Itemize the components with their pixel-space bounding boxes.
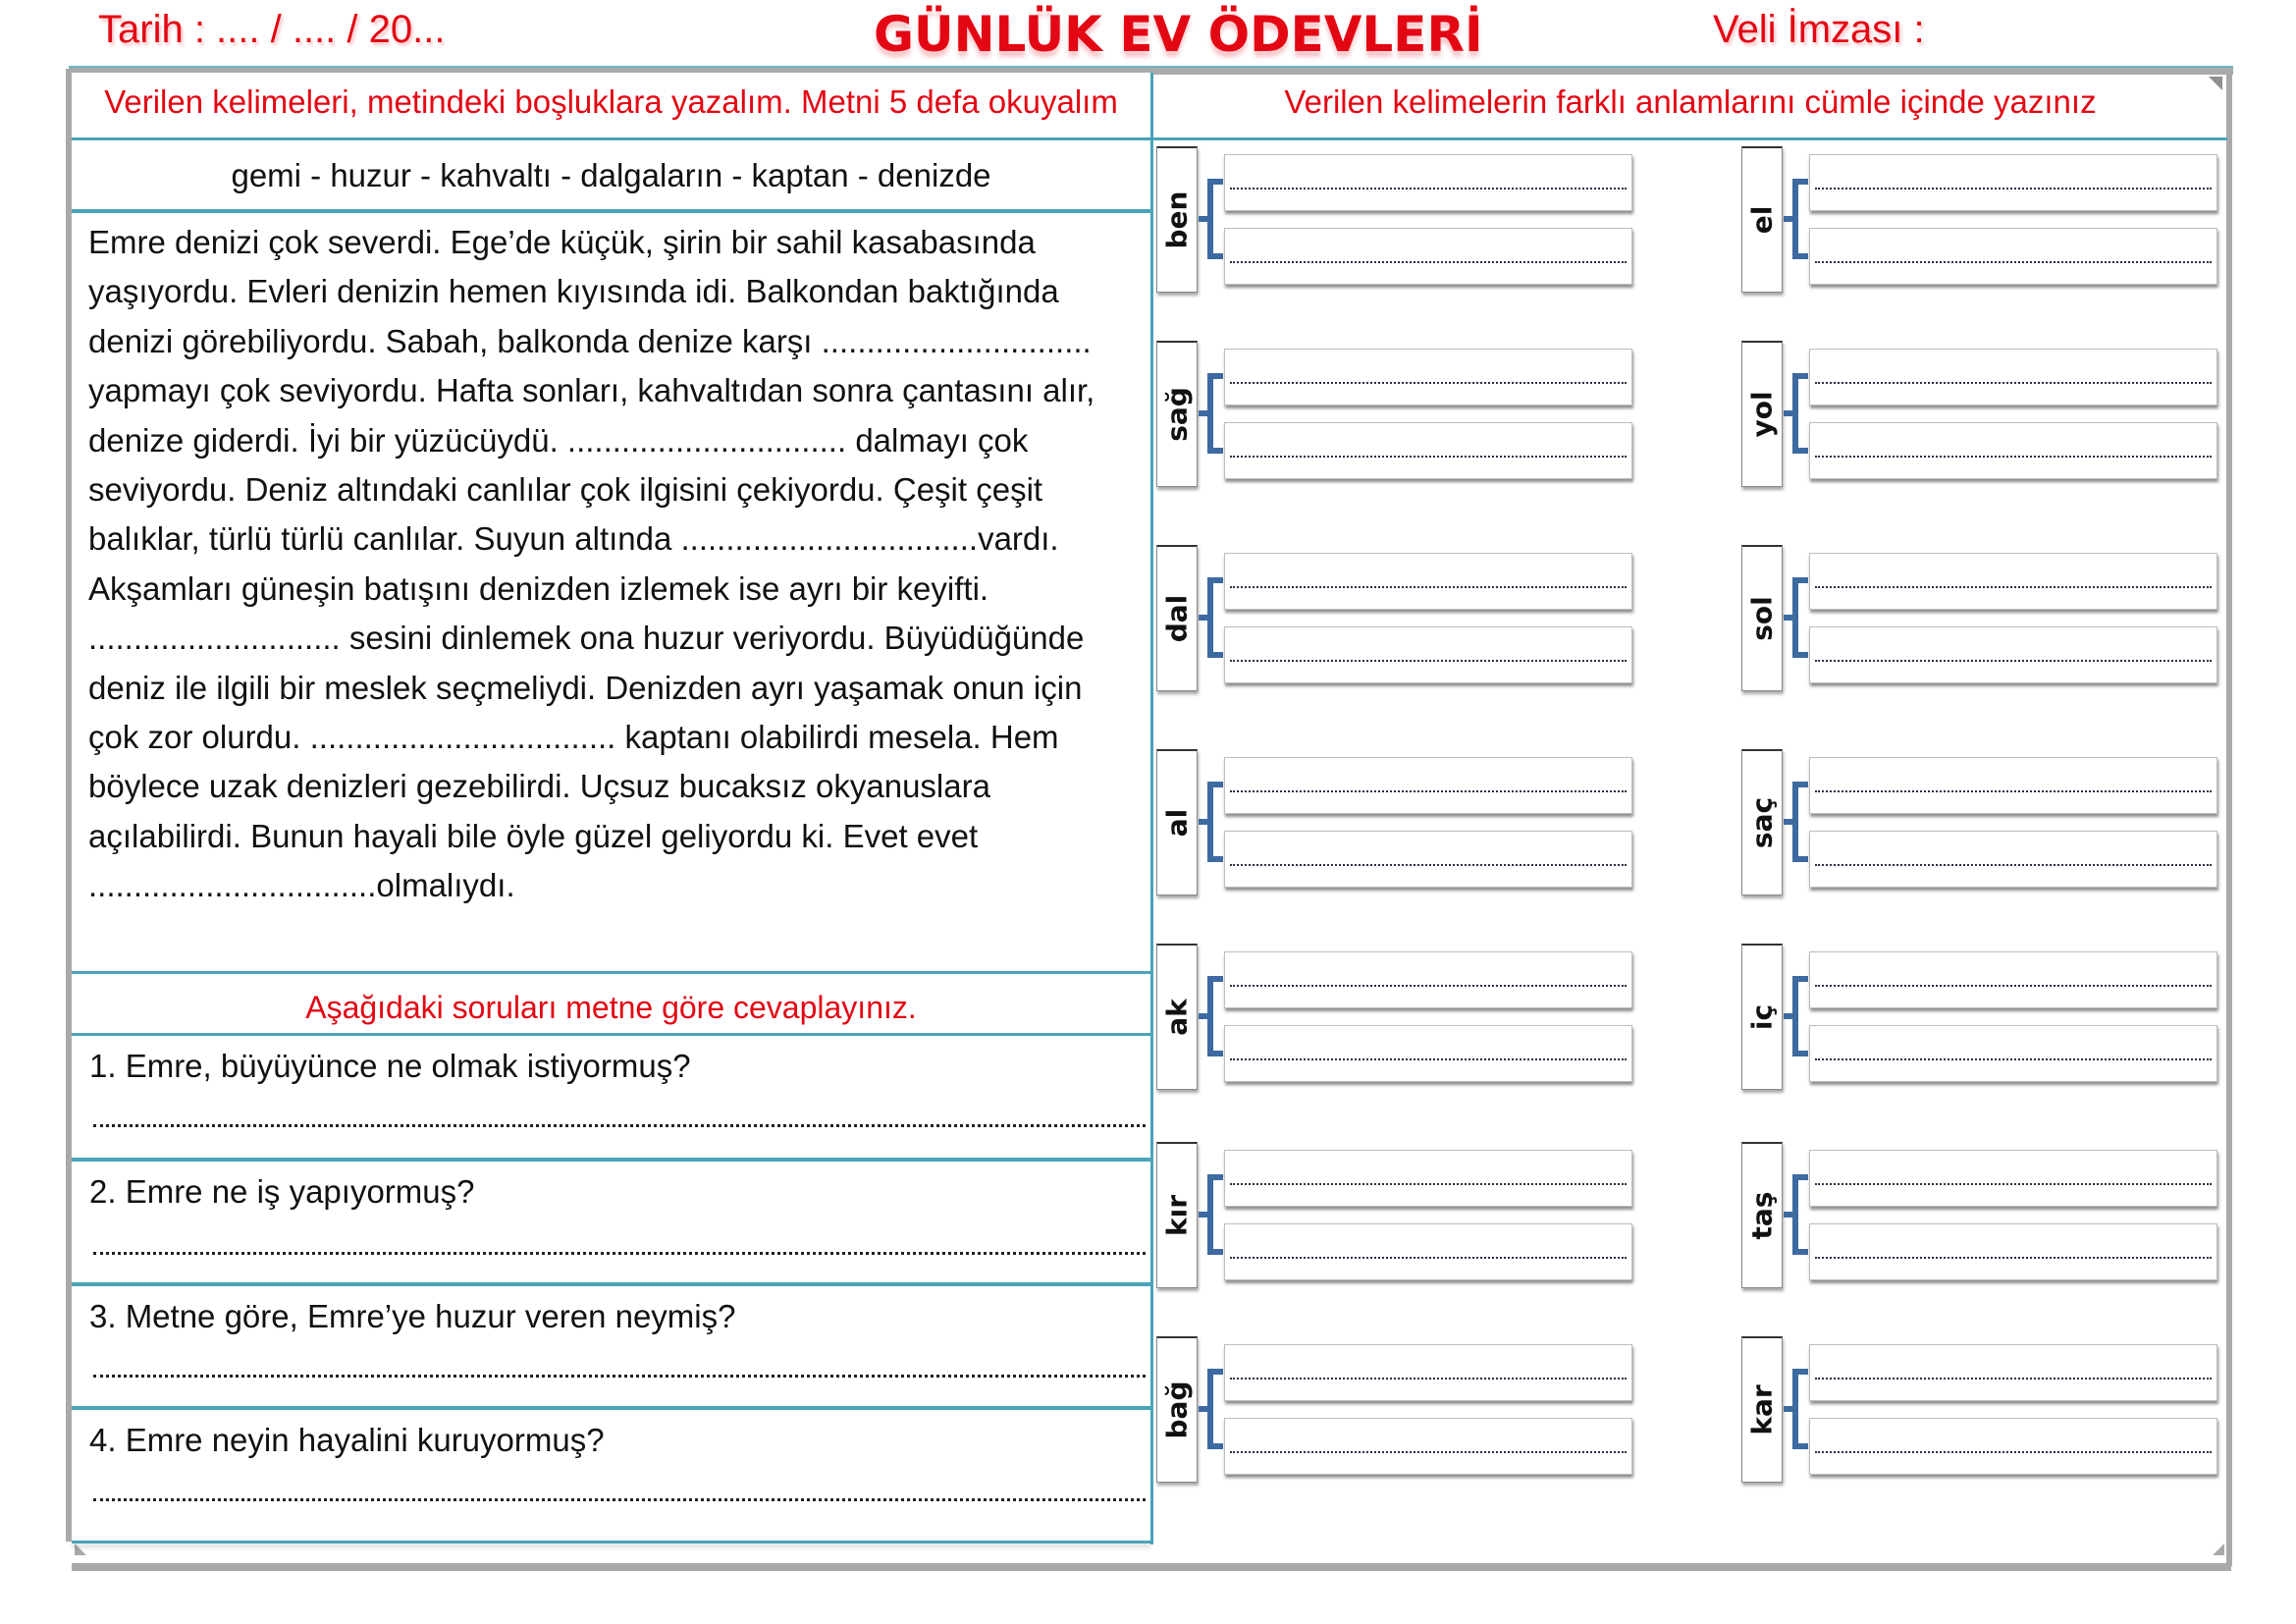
sentence-answer-box[interactable] <box>1224 757 1632 814</box>
questions-heading: Aşağıdaki soruları metne göre cevaplayınız. <box>305 990 917 1025</box>
answer-line <box>1230 261 1627 263</box>
word-label <box>1156 944 1198 1090</box>
word-item <box>1156 146 1637 294</box>
passage-line: ............................ sesini dinlemek ona huzur veriyordu. Büyüdüğünde <box>88 620 1085 657</box>
word-label <box>1156 545 1198 691</box>
bracket-icon <box>1207 1051 1223 1056</box>
word-item <box>1156 1142 1637 1289</box>
bracket-icon <box>1792 782 1808 787</box>
passage-line: Akşamları güneşin batışını denizden izlemek ise ayrı bir keyifti. <box>88 569 989 607</box>
answer-line <box>1230 1378 1627 1380</box>
word-text: yol <box>1745 391 1779 438</box>
sentence-answer-box[interactable] <box>1809 831 2217 888</box>
bracket-icon <box>1207 1249 1223 1255</box>
sentence-answer-box[interactable] <box>1809 626 2217 683</box>
answer-line[interactable] <box>93 1124 1146 1127</box>
bracket-icon <box>1207 782 1213 862</box>
answer-line <box>1230 1451 1627 1453</box>
word-text: ak <box>1160 999 1194 1036</box>
question-text: 4. Emre neyin hayalini kuruyormuş? <box>89 1422 605 1458</box>
sentence-answer-box[interactable] <box>1224 1150 1632 1207</box>
bracket-icon <box>1207 1369 1213 1449</box>
corner-handle-icon <box>75 1543 86 1555</box>
word-label <box>1741 341 1783 487</box>
word-text: al <box>1160 808 1194 838</box>
bracket-icon <box>1792 856 1808 862</box>
answer-line <box>1230 985 1627 987</box>
word-item <box>1741 1142 2222 1289</box>
word-text: kar <box>1745 1384 1779 1435</box>
word-text: dal <box>1160 594 1194 643</box>
answer-line <box>1815 1257 2212 1259</box>
word-text: iç <box>1745 1003 1779 1031</box>
page-title: GÜNLÜK EV ÖDEVLERİ <box>874 6 1483 63</box>
word-label <box>1156 341 1198 487</box>
passage-line: denize giderdi. İyi bir yüzücüydü. ............................... dalmayı çok <box>88 421 1029 459</box>
question-item <box>72 1286 1150 1408</box>
sentence-answer-box[interactable] <box>1224 1223 1632 1280</box>
divider <box>72 971 1150 974</box>
word-item <box>1741 1336 2222 1484</box>
bracket-icon <box>1792 1369 1808 1375</box>
word-label <box>1156 146 1198 293</box>
bracket-icon <box>1207 782 1223 787</box>
bracket-icon <box>1207 373 1223 379</box>
sentence-answer-box[interactable] <box>1809 1344 2217 1401</box>
answer-line[interactable] <box>93 1375 1146 1378</box>
word-label <box>1741 1336 1783 1483</box>
frame-right-border <box>2226 69 2232 1566</box>
bracket-icon <box>1792 1369 1798 1449</box>
passage-line: çok zor olurdu. .................................. kaptanı olabilirdi mesela. Hem <box>88 718 1059 755</box>
sentence-answer-box[interactable] <box>1224 1344 1632 1401</box>
sentence-answer-box[interactable] <box>1809 349 2217 406</box>
bracket-icon <box>1792 1443 1808 1449</box>
sentence-answer-box[interactable] <box>1224 1025 1632 1082</box>
word-label <box>1156 1336 1198 1483</box>
answer-line <box>1815 456 2212 458</box>
answer-line[interactable] <box>93 1252 1146 1255</box>
word-item <box>1156 341 1637 488</box>
bracket-icon <box>1207 373 1213 454</box>
sentence-answer-box[interactable] <box>1224 422 1632 479</box>
reading-passage <box>88 218 1144 910</box>
bracket-icon <box>1207 856 1223 862</box>
bracket-icon <box>1792 1174 1808 1180</box>
word-item <box>1156 1336 1637 1484</box>
word-item <box>1741 146 2222 294</box>
bracket-icon <box>1792 976 1798 1056</box>
bracket-icon <box>1207 577 1213 658</box>
sentence-answer-box[interactable] <box>1809 1150 2217 1207</box>
question-item <box>72 1410 1150 1542</box>
passage-line: böylece uzak denizleri gezebilirdi. Uçsuz bucaksız okyanuslara <box>88 768 990 805</box>
word-item <box>1156 749 1637 896</box>
word-label <box>1741 944 1783 1090</box>
word-text: sol <box>1745 596 1779 641</box>
word-label <box>1741 146 1783 293</box>
bracket-icon <box>1792 448 1808 454</box>
sentence-answer-box[interactable] <box>1809 757 2217 814</box>
answer-line <box>1230 1183 1627 1185</box>
passage-line: Emre denizi çok severdi. Ege’de küçük, şirin bir sahil kasabasında <box>88 224 1036 260</box>
word-label <box>1156 749 1198 895</box>
word-label <box>1741 545 1783 691</box>
passage-line: balıklar, türlü türlü canlılar. Suyun altında .................................vardı. <box>88 520 1059 558</box>
answer-line <box>1230 790 1627 792</box>
answer-line <box>1230 864 1627 866</box>
answer-line <box>1815 261 2212 263</box>
answer-line <box>1815 382 2212 384</box>
date-field[interactable]: Tarih : .... / .... / 20... <box>98 8 446 51</box>
question-text: 3. Metne göre, Emre’ye huzur veren neymiş? <box>89 1298 736 1334</box>
sentence-answer-box[interactable] <box>1809 553 2217 610</box>
passage-line: denizi görebiliyordu. Sabah, balkonda denize karşı .............................. <box>88 322 1092 359</box>
answer-line <box>1815 586 2212 588</box>
answer-line <box>1815 864 2212 866</box>
answer-line <box>1230 1058 1627 1060</box>
passage-line: açılabilirdi. Bunun hayali bile öyle güzel geliyordu ki. Evet evet <box>88 817 979 854</box>
answer-line <box>1815 188 2212 189</box>
answer-line <box>1230 1257 1627 1259</box>
passage-line: ................................olmalıydı. <box>88 867 515 904</box>
word-bank: gemi - huzur - kahvaltı - dalgaların - kaptan - denizde <box>231 157 991 193</box>
bracket-icon <box>1207 1369 1223 1375</box>
answer-line <box>1230 382 1627 384</box>
passage-line: yapmayı çok seviyordu. Hafta sonları, kahvaltıdan sonra çantasını alır, <box>88 372 1095 409</box>
sentence-answer-box[interactable] <box>1224 831 1632 888</box>
bracket-icon <box>1207 976 1213 1056</box>
sentence-answer-box[interactable] <box>1224 553 1632 610</box>
question-item <box>72 1162 1150 1283</box>
sentence-answer-box[interactable] <box>1224 349 1632 406</box>
bracket-icon <box>1207 1174 1223 1180</box>
divider <box>1150 137 2227 140</box>
bracket-icon <box>1207 1443 1223 1449</box>
bracket-icon <box>1792 652 1808 658</box>
word-item <box>1156 545 1637 692</box>
sentence-answer-box[interactable] <box>1809 228 2217 285</box>
column-divider <box>1150 73 1153 1544</box>
bracket-icon <box>1792 179 1808 185</box>
frame-bottom-border <box>72 1563 2231 1571</box>
bracket-icon <box>1207 448 1223 454</box>
bracket-icon <box>1792 373 1798 454</box>
bracket-icon <box>1207 577 1223 583</box>
sentence-answer-box[interactable] <box>1809 1223 2217 1280</box>
word-label <box>1156 1142 1198 1288</box>
answer-line <box>1815 790 2212 792</box>
word-item <box>1741 749 2222 896</box>
sentence-answer-box[interactable] <box>1224 951 1632 1008</box>
bracket-icon <box>1207 652 1223 658</box>
sentence-answer-box[interactable] <box>1224 626 1632 683</box>
sentence-answer-box[interactable] <box>1809 1418 2217 1475</box>
answer-line <box>1815 1183 2212 1185</box>
word-text: ben <box>1160 190 1194 249</box>
word-label <box>1741 1142 1783 1288</box>
word-item <box>1741 341 2222 488</box>
divider <box>72 1541 1150 1543</box>
sentence-answer-box[interactable] <box>1809 1025 2217 1082</box>
word-text: el <box>1745 205 1779 235</box>
bracket-icon <box>1207 1174 1213 1255</box>
answer-line <box>1230 456 1627 458</box>
word-item <box>1156 944 1637 1091</box>
divider <box>72 209 1150 213</box>
sentence-answer-box[interactable] <box>1224 1418 1632 1475</box>
sentence-answer-box[interactable] <box>1224 228 1632 285</box>
answer-line <box>1230 660 1627 662</box>
question-text: 2. Emre ne iş yapıyormuş? <box>89 1173 475 1210</box>
word-item <box>1741 944 2222 1091</box>
answer-line <box>1230 586 1627 588</box>
bracket-icon <box>1792 1174 1798 1255</box>
answer-line <box>1815 1451 2212 1453</box>
passage-line: yaşıyordu. Evleri denizin hemen kıyısında idi. Balkondan baktığında <box>88 273 1059 310</box>
word-label <box>1741 749 1783 895</box>
word-text: sağ <box>1160 387 1194 442</box>
bracket-icon <box>1207 976 1223 982</box>
sentence-answer-box[interactable] <box>1224 154 1632 211</box>
passage-line: deniz ile ilgili bir meslek seçmeliydi. Denizden ayrı yaşamak onun için <box>88 669 1083 706</box>
bracket-icon <box>1792 976 1808 982</box>
bracket-icon <box>1792 179 1798 259</box>
answer-line <box>1815 1058 2212 1060</box>
question-item <box>72 1036 1150 1158</box>
bracket-icon <box>1207 179 1213 259</box>
answer-line <box>1815 985 2212 987</box>
sentence-answer-box[interactable] <box>1809 422 2217 479</box>
bracket-icon <box>1207 179 1223 185</box>
answer-line <box>1815 1378 2212 1380</box>
bracket-icon <box>1792 253 1808 259</box>
passage-line: seviyordu. Deniz altındaki canlılar çok ilgisini çekiyordu. Çeşit çeşit <box>88 470 1043 508</box>
bracket-icon <box>1792 577 1798 658</box>
word-text: saç <box>1745 796 1779 849</box>
word-text: taş <box>1745 1191 1779 1240</box>
sentence-answer-box[interactable] <box>1809 154 2217 211</box>
sentence-answer-box[interactable] <box>1809 951 2217 1008</box>
bracket-icon <box>1792 373 1808 379</box>
bracket-icon <box>1792 1051 1808 1056</box>
question-text: 1. Emre, büyüyünce ne olmak istiyormuş? <box>89 1048 691 1084</box>
parent-signature-field[interactable]: Veli İmzası : <box>1713 8 1925 51</box>
word-text: kır <box>1160 1194 1194 1237</box>
meanings-instruction: Verilen kelimelerin farklı anlamlarını cümle içinde yazınız <box>1284 83 2097 120</box>
answer-line <box>1815 660 2212 662</box>
corner-handle-icon <box>2213 1543 2224 1555</box>
fill-in-instruction: Verilen kelimeleri, metindeki boşluklara yazalım. Metni 5 defa okuyalım <box>104 83 1118 120</box>
answer-line <box>1230 188 1627 189</box>
word-text: bağ <box>1160 1380 1194 1439</box>
bracket-icon <box>1792 1249 1808 1255</box>
bracket-icon <box>1792 782 1798 862</box>
bracket-icon <box>1207 253 1223 259</box>
answer-line[interactable] <box>93 1498 1146 1501</box>
bracket-icon <box>1792 577 1808 583</box>
word-item <box>1741 545 2222 692</box>
